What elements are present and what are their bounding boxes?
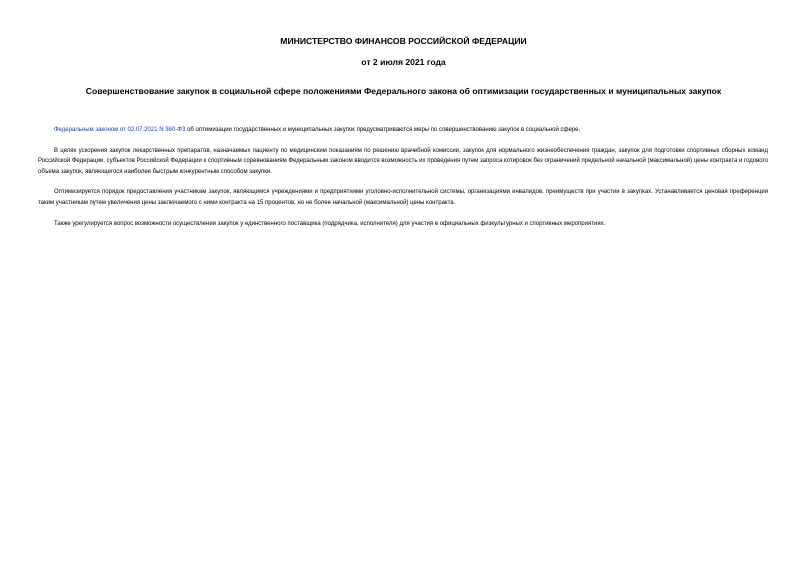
document-body — [38, 125, 768, 239]
paragraph-3: Оптимизируется порядок предоставления участникам закупок, являющимся учреждениями и предприятиями уголовно-исполнительной системы, организациями инвалидов, преимуществ при участии в закупках. Устанавливается ценовая преференция таким участникам путем увеличения цены заключаемого с ними контракта на 15 процентов, но не более начальной (максимальной) цены контракта. — [38, 189, 768, 206]
paragraph-2: В целях ускорения закупок лекарственных препаратов, назначаемых пациенту по медицинским показаниям по решению врачебной комиссии, закупок для нормального жизнеобеспечения граждан, закупок для подготовки спортивных сборных команд Российской Федерации, субъектов Российской Федерации к спортивным соревнованиям Федеральным законом вводится возможность их проведения путем запроса котировок без ограничений предельной начальной (максимальной) цены контракта и годового объема закупок, являющегося наиболее быстрым конкурентным способом закупки. — [38, 147, 768, 175]
paragraph-1-text: об оптимизации государственных и муниципальных закупок предусматриваются меры по совершенствованию закупок в социальной сфере. — [185, 127, 581, 133]
document-date: от 2 июля 2021 года — [361, 57, 446, 67]
ministry-heading: МИНИСТЕРСТВО ФИНАНСОВ РОССИЙСКОЙ ФЕДЕРАЦИИ — [280, 36, 527, 46]
law-link[interactable]: Федеральным законом от 02.07.2021 N 360-ФЗ — [54, 127, 186, 133]
paragraph-4: Также урегулируется вопрос возможности осуществления закупок у единственного поставщика (подрядчика, исполнителя) для участия в официальных физкультурных и спортивных мероприятиях. — [54, 220, 606, 227]
paragraph-1 — [38, 125, 768, 136]
document-title: Совершенствование закупок в социальной сфере положениями Федерального закона об оптимизации государственных и муниципальных закупок — [85, 86, 722, 96]
